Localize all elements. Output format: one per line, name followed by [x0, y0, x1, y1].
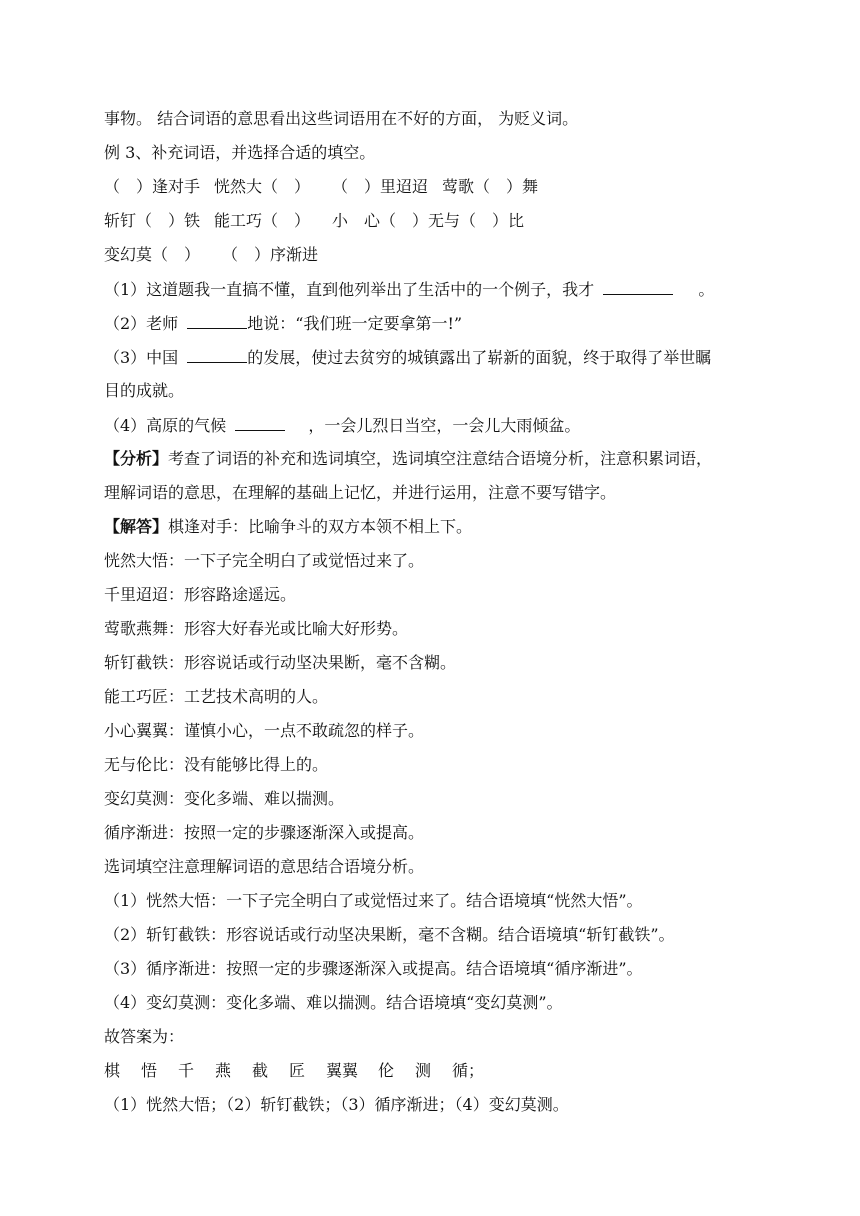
text-line: [104, 855, 424, 879]
text-line: [104, 107, 578, 131]
line-text: （3）循序渐进：按照一定的步骤逐渐深入或提高。结合语境填“循序渐进”。: [104, 959, 643, 978]
word-row-1: [104, 175, 538, 199]
final-answer: [104, 1093, 569, 1117]
line-text: 事物。 结合词语的意思看出这些词语用在不好的方面， 为贬义词。: [104, 109, 579, 128]
question-text: （4）高原的气候: [104, 416, 227, 435]
analysis-text: 理解词语的意思，在理解的基础上记忆，并进行运用，注意不要写错字。: [104, 483, 617, 502]
solution-line: [104, 515, 472, 539]
definition-line: [104, 787, 344, 811]
question-text: ，一会儿烈日当空，一会儿大雨倾盆。: [308, 416, 581, 435]
example-heading: [104, 141, 375, 165]
answer-heading: [104, 1025, 184, 1049]
question-1: [104, 277, 714, 301]
answer-char: 匠: [289, 1061, 306, 1080]
solution-item: [104, 923, 675, 947]
line-text: （4）变幻莫测：变化多端、难以揣测。结合语境填“变幻莫测”。: [104, 993, 563, 1012]
solution-label: 【解答】: [104, 517, 169, 536]
question-3-continued: [104, 379, 184, 403]
word-item: （ ）逢对手: [104, 177, 201, 196]
question-text: 目的成就。: [104, 381, 185, 400]
question-text: （2）老师: [104, 314, 179, 333]
word-item: （ ）里迢迢: [332, 177, 429, 196]
word-item: （ ）序渐进: [222, 245, 319, 264]
definition-text: 莺歌燕舞：形容大好春光或比喻大好形势。: [104, 619, 409, 638]
word-item: 无与（ ）比: [428, 211, 525, 230]
answer-blank: [603, 277, 673, 295]
answer-char: 棋: [104, 1061, 121, 1080]
definition-line: [104, 821, 424, 845]
definition-text: 小心翼翼：谨慎小心，一点不敢疏忽的样子。: [104, 721, 425, 740]
definition-line: [104, 549, 424, 573]
line-text: 例 3、补充词语，并选择合适的填空。: [104, 143, 376, 162]
word-row-3: [104, 243, 318, 267]
solution-item: [104, 957, 643, 981]
question-2: [104, 311, 462, 335]
analysis-text: 考查了词语的补充和选词填空，选词填空注意结合语境分析，注意积累词语，: [168, 449, 713, 468]
question-text: 地说：“我们班一定要拿第一!”: [247, 314, 463, 333]
definition-line: [104, 617, 408, 641]
answer-char: 循；: [452, 1061, 485, 1080]
definition-text: 恍然大悟：一下子完全明白了或觉悟过来了。: [104, 551, 425, 570]
definition-text: 能工巧匠：工艺技术高明的人。: [104, 687, 329, 706]
answer-char: 翼翼: [326, 1061, 359, 1080]
word-item: 能工巧（ ）: [214, 211, 311, 230]
question-text: 。: [698, 280, 715, 299]
answer-char: 伦: [378, 1061, 395, 1080]
question-3: [104, 345, 711, 369]
definition-line: [104, 583, 296, 607]
answer-char: 千: [178, 1061, 195, 1080]
definition-line: [104, 685, 328, 709]
analysis-line-2: [104, 481, 616, 505]
answer-char: 悟: [141, 1061, 158, 1080]
question-text: （3）中国: [104, 348, 179, 367]
line-text: 故答案为：: [104, 1027, 185, 1046]
definition-text: 变幻莫测：变化多端、难以揣测。: [104, 789, 345, 808]
definition-line: [104, 753, 328, 777]
definition-text: 斩钉截铁：形容说话或行动坚决果断，毫不含糊。: [104, 653, 457, 672]
word-item: 小 心（ ）: [332, 211, 429, 230]
solution-item: [104, 889, 643, 913]
answer-blank: [187, 345, 247, 363]
definition-line: [104, 651, 456, 675]
answer-blank: [187, 311, 247, 329]
word-item: 恍然大（ ）: [214, 177, 311, 196]
question-4: [104, 413, 580, 437]
line-text: 选词填空注意理解词语的意思结合语境分析。: [104, 857, 425, 876]
question-text: （1）这道题我一直搞不懂，直到他列举出了生活中的一个例子，我才: [104, 280, 595, 299]
word-item: 莺歌（ ）舞: [442, 177, 539, 196]
analysis-label: 【分析】: [104, 449, 169, 468]
answer-char: 测: [415, 1061, 432, 1080]
word-item: 斩钉（ ）铁: [104, 211, 201, 230]
line-text: （1）恍然大悟：一下子完全明白了或觉悟过来了。结合语境填“恍然大悟”。: [104, 891, 643, 910]
analysis-line-1: [104, 447, 712, 471]
definition-text: 无与伦比：没有能够比得上的。: [104, 755, 329, 774]
answer-char: 燕: [215, 1061, 232, 1080]
answer-characters: [104, 1059, 492, 1083]
definition-text: 循序渐进：按照一定的步骤逐渐深入或提高。: [104, 823, 425, 842]
line-text: （1）恍然大悟；（2）斩钉截铁；（3）循序渐进；（4）变幻莫测。: [104, 1095, 569, 1114]
answer-blank: [235, 413, 285, 431]
solution-item: [104, 991, 563, 1015]
solution-text: 棋逢对手：比喻争斗的双方本领不相上下。: [168, 517, 473, 536]
question-text: 的发展，使过去贫穷的城镇露出了崭新的面貌，终于取得了举世瞩: [247, 348, 712, 367]
word-item: 变幻莫（ ）: [104, 245, 201, 264]
answer-char: 截: [252, 1061, 269, 1080]
definition-line: [104, 719, 424, 743]
word-row-2: [104, 209, 524, 233]
line-text: （2）斩钉截铁：形容说话或行动坚决果断，毫不含糊。结合语境填“斩钉截铁”。: [104, 925, 675, 944]
definition-text: 千里迢迢：形容路途遥远。: [104, 585, 297, 604]
